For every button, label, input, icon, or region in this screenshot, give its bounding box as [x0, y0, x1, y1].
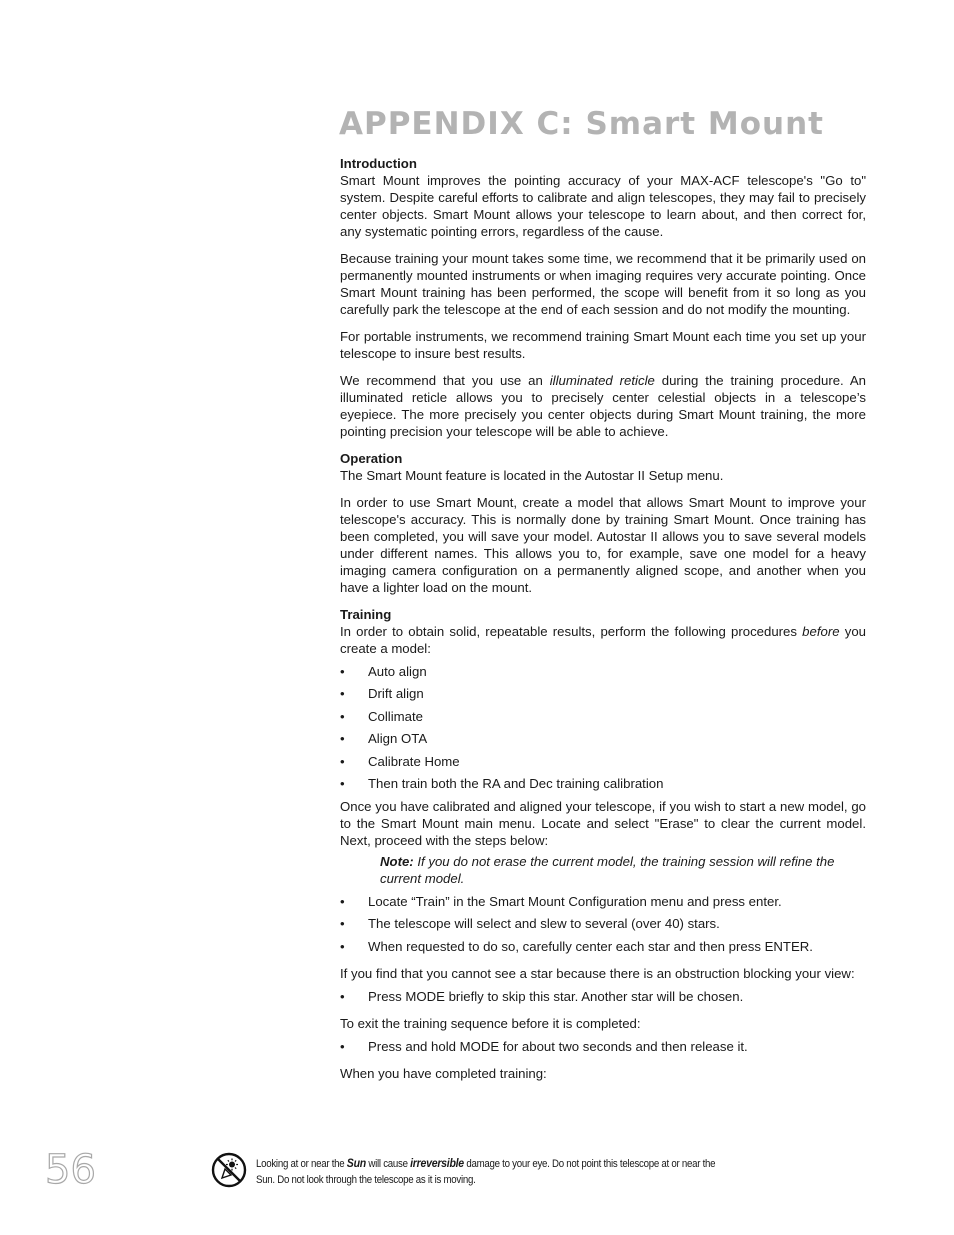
sun-emphasis: Sun	[346, 1156, 366, 1170]
list-item-text: Auto align	[368, 664, 427, 679]
training-paragraph-2: Once you have calibrated and aligned your telescope, if you wish to start a new model, go to the Smart Mount main menu. Locate and select "Erase" to clear the current model. Next, proceed with the steps below:	[340, 798, 866, 848]
bullet: •	[340, 731, 345, 747]
intro-paragraph-3: For portable instruments, we recommend training Smart Mount each time you set up your telescope to insure best results.	[340, 329, 866, 361]
page-title: APPENDIX C: Smart Mount	[339, 106, 825, 142]
list-item	[340, 663, 866, 680]
note-label: Note:	[380, 853, 414, 869]
bullet: •	[340, 775, 345, 791]
list-item-text: When requested to do so, carefully center each star and then press ENTER.	[368, 938, 813, 954]
bullet: •	[340, 753, 345, 769]
list-item-text: Locate “Train” in the Smart Mount Configuration menu and press enter.	[368, 893, 782, 909]
intro-paragraph-1: Smart Mount improves the pointing accuracy of your MAX-ACF telescope's "Go to" system. Despite careful efforts to calibrate and align telescopes, they may fail to precisely center objects. Smart Mount allows your telescope to learn about, and then correct for, any systematic pointing errors, regardless of the cause.	[340, 173, 866, 239]
list-item-text: Press MODE briefly to skip this star. Another star will be chosen.	[368, 988, 744, 1004]
warning-line-1: Looking at or near the Sun will cause irreversible damage to your eye. Do not point this telescope at or near the	[256, 1156, 716, 1170]
intro-paragraph-4: We recommend that you use an illuminated reticle during the training procedure. An illuminated reticle allows you to precisely center celestial objects in a telescope’s eyepiece. The more precisely you center objects during Smart Mount training, the more pointing precision your telescope will be able to achieve.	[340, 373, 867, 439]
bullet: •	[340, 988, 345, 1004]
illuminated-reticle-emphasis: illuminated reticle	[549, 373, 655, 388]
operation-heading: Operation	[340, 451, 403, 466]
appendix-content	[340, 155, 866, 1092]
before-emphasis: before	[802, 624, 840, 639]
list-item	[340, 708, 866, 725]
list-item	[340, 988, 866, 1005]
list-item	[340, 685, 866, 702]
irreversible-emphasis: irreversible	[410, 1156, 464, 1170]
list-item	[340, 893, 866, 910]
list-item	[340, 753, 866, 770]
skip-star-list	[340, 988, 866, 1005]
bullet: •	[340, 916, 345, 932]
list-item	[340, 938, 866, 955]
sun-warning	[256, 1155, 749, 1188]
training-paragraph-1: In order to obtain solid, repeatable results, perform the following procedures before you create a model:	[340, 624, 866, 656]
warning-line-2: Sun. Do not look through the telescope as it is moving.	[256, 1174, 476, 1186]
exit-training-list	[340, 1038, 866, 1055]
list-item	[340, 915, 866, 932]
training-paragraph-5: When you have completed training:	[340, 1065, 547, 1081]
list-item	[340, 1038, 866, 1055]
bullet: •	[340, 1038, 345, 1054]
list-item-text: Align OTA	[368, 731, 428, 747]
list-item-text: Press and hold MODE for about two seconds and then release it.	[368, 1038, 748, 1054]
bullet: •	[340, 708, 345, 724]
bullet: •	[340, 686, 345, 702]
bullet: •	[340, 893, 345, 909]
list-item-text: Collimate	[368, 708, 423, 724]
bullet: •	[340, 664, 345, 679]
list-item	[340, 775, 866, 792]
operation-paragraph-1: The Smart Mount feature is located in the Autostar II Setup menu.	[340, 468, 724, 483]
note-text: If you do not erase the current model, the training session will refine the current model.	[380, 853, 835, 886]
list-item-text: Then train both the RA and Dec training calibration	[368, 775, 664, 791]
bullet: •	[340, 938, 345, 954]
introduction-heading: Introduction	[340, 156, 417, 171]
training-paragraph-4: To exit the training sequence before it is completed:	[340, 1015, 641, 1031]
training-heading: Training	[340, 607, 392, 622]
training-paragraph-3: If you find that you cannot see a star because there is an obstruction blocking your view:	[340, 965, 855, 981]
list-item-text: The telescope will select and slew to several (over 40) stars.	[368, 916, 720, 932]
intro-paragraph-2: Because training your mount takes some time, we recommend that it be primarily used on permanently mounted instruments or when imaging requires very accurate pointing. Once Smart Mount training has been performed, the scope will benefit from it so long as you carefully park the telescope at the end of each session and do not modify the mounting.	[340, 251, 866, 317]
page-number: 56	[45, 1147, 96, 1193]
note	[380, 853, 866, 887]
list-item-text: Calibrate Home	[368, 753, 460, 769]
list-item	[340, 730, 866, 747]
list-item-text: Drift align	[368, 686, 424, 702]
operation-paragraph-2: In order to use Smart Mount, create a model that allows Smart Mount to improve your telescope's accuracy. This is normally done by training Smart Mount. Once training has been completed, you will save your model. Autostar II allows you to save several models under different names. This allows you to, for example, save one model for a heavy imaging camera configuration on a permanently aligned scope, and another when you have a lighter load on the mount.	[340, 495, 866, 595]
prerequisite-list	[340, 663, 866, 792]
training-steps-list	[340, 893, 866, 955]
no-sun-icon	[211, 1152, 247, 1188]
